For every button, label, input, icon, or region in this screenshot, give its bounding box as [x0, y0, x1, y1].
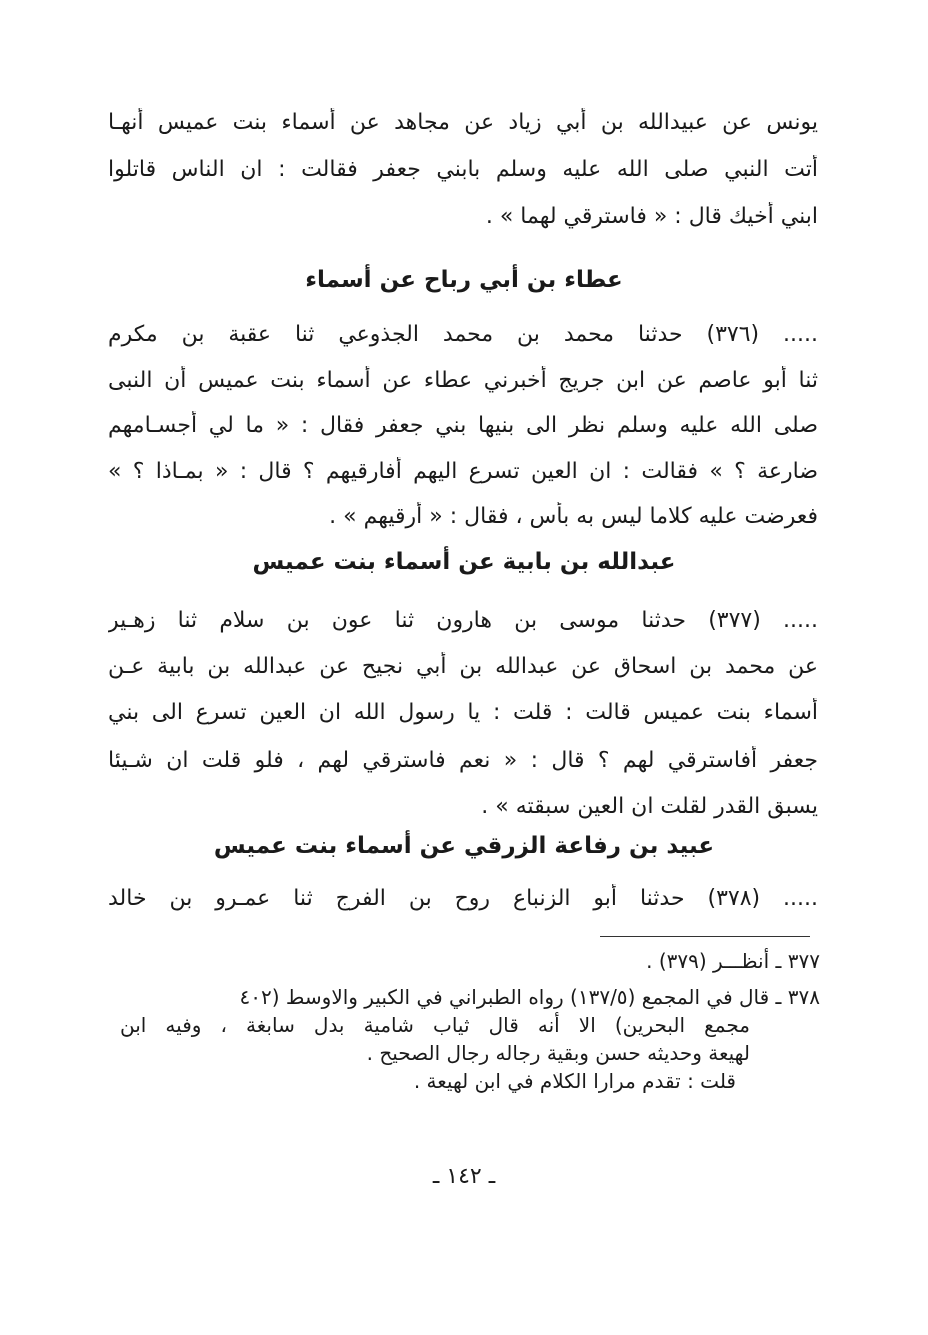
text-line: جعفر أفاسترقي لهم ؟ قال : « نعم فاسترقي لهم ، فلو قلت ان شـيئا: [108, 748, 818, 773]
text-line: ..... (٣٧٧) حدثنا موسى بن هارون ثنا عون بن سلام ثنا زهـير: [108, 608, 818, 633]
text-line: ..... (٣٧٨) حدثنا أبو الزنباع روح بن الفرج ثنا عمـرو بن خالد: [108, 886, 818, 911]
footnote: مجمع البحرين) الا أنه قال ثياب شامية بدل سابغة ، وفيه ابن: [120, 1013, 750, 1037]
section-heading: عبدالله بن بابية عن أسماء بنت عميس: [252, 549, 676, 575]
text-line: ..... (٣٧٦) حدثنا محمد بن محمد الجذوعي ثنا عقبة بن مكرم: [108, 322, 818, 347]
text-line: فعرضت عليه كلاما ليس به بأس ، فقال : « أرقيهم » .: [329, 504, 818, 529]
footnote: ٣٧٨ ـ قال في المجمع (١٣٧/٥) رواه الطبراني في الكبير والاوسط (٤٠٢: [239, 985, 820, 1009]
text-line: ضارعة ؟ » فقالت : ان العين تسرع اليهم أفارقيهم ؟ قال : « بمـاذا ؟ »: [108, 459, 818, 484]
text-line: يسبق القدر لقلت ان العين سبقته » .: [481, 794, 818, 819]
section-heading: عطاء بن أبي رباح عن أسماء: [305, 267, 623, 293]
section-heading: عبيد بن رفاعة الزرقي عن أسماء بنت عميس: [213, 833, 715, 859]
text-line: ابني أخيك قال : « فاسترقي لهما » .: [485, 204, 818, 229]
footnote-separator: [600, 936, 810, 937]
footnote: لهيعة وحديثه حسن وبقية رجاله رجال الصحيح .: [366, 1041, 750, 1065]
text-line: عن محمد بن اسحاق عن عبدالله بن أبي نجيح عن عبدالله بن بابية عـن: [108, 654, 818, 679]
footnote: قلت : تقدم مرارا الكلام في ابن لهيعة .: [413, 1069, 736, 1093]
page-number: ـ ١٤٢ ـ: [432, 1164, 496, 1189]
text-line: يونس عن عبيدالله بن أبي زياد عن مجاهد عن أسماء بنت عميس أنهـا: [108, 110, 818, 135]
text-line: ثنا أبو عاصم عن ابن جريج أخبرني عطاء عن أسماء بنت عميس أن النبى: [108, 368, 818, 393]
footnote: ٣٧٧ ـ أنظـــر (٣٧٩) .: [646, 949, 820, 973]
text-line: صلى الله عليه وسلم نظر الى بنيها بني جعفر فقال : « ما لي أجسـامهم: [108, 413, 818, 438]
text-line: أسماء بنت عميس قالت : قلت : يا رسول الله ان العين تسرع الى بني: [108, 700, 818, 725]
text-line: أتت النبي صلى الله عليه وسلم بابني جعفر فقالت : ان الناس قاتلوا: [108, 157, 818, 182]
